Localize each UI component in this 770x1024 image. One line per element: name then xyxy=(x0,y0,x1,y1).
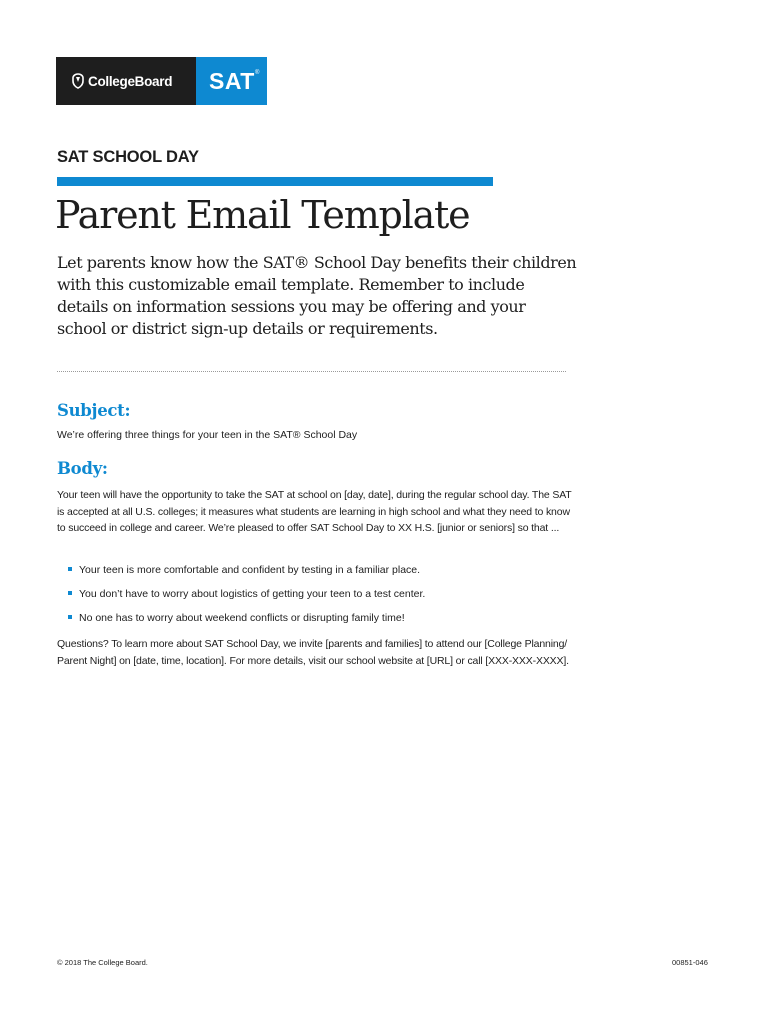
list-item xyxy=(57,562,577,586)
acorn-shield-icon xyxy=(71,73,85,89)
intro-paragraph: Let parents know how the SAT® School Day benefits their children with this customizable email template. Remember to include details on information sessions you may be offering and your school or district sign-up details or requirements. xyxy=(57,253,577,338)
registered-mark: ® xyxy=(255,70,260,76)
list-item xyxy=(57,586,577,610)
dotted-divider xyxy=(57,371,566,372)
bullet-square-icon xyxy=(68,591,72,595)
questions-paragraph: Questions? To learn more about SAT School Day, we invite [parents and families] to attend our [College Planning/ Parent Night] on [date, time, location]. For more details, visit our school website at [URL] or call [XXX-XXX-XXXX]. xyxy=(57,638,569,667)
document-code: 00851-046 xyxy=(672,958,708,967)
bullet-text: You don’t have to worry about logistics of getting your teen to a test center. xyxy=(79,588,426,600)
list-item xyxy=(57,610,577,634)
accent-bar xyxy=(57,177,493,186)
subject-heading: Subject: xyxy=(57,401,131,420)
college-board-wordmark: CollegeBoard xyxy=(88,73,173,89)
sat-logo xyxy=(196,57,267,105)
eyebrow-label: SAT SCHOOL DAY xyxy=(57,148,199,166)
body-paragraph: Your teen will have the opportunity to take the SAT at school on [day, date], during the regular school day. The SAT is accepted at all U.S. colleges; it measures what students are learning in high school and what they need to know to succeed in college and career. We’re pleased to offer SAT School Day to XX H.S. [junior or seniors] so that ... xyxy=(57,489,572,535)
bullet-list xyxy=(57,562,577,634)
college-board-logo xyxy=(56,57,196,105)
college-board-sat-logo xyxy=(56,57,267,105)
bullet-text: Your teen is more comfortable and confident by testing in a familiar place. xyxy=(79,564,421,576)
sat-wordmark: SAT xyxy=(209,68,255,94)
bullet-square-icon xyxy=(68,567,72,571)
bullet-text: No one has to worry about weekend conflicts or disrupting family time! xyxy=(79,612,405,624)
subject-text: We’re offering three things for your teen in the SAT® School Day xyxy=(57,429,358,441)
copyright-text: © 2018 The College Board. xyxy=(57,958,148,967)
bullet-square-icon xyxy=(68,615,72,619)
body-heading: Body: xyxy=(57,459,108,478)
page-title: Parent Email Template xyxy=(55,193,470,237)
